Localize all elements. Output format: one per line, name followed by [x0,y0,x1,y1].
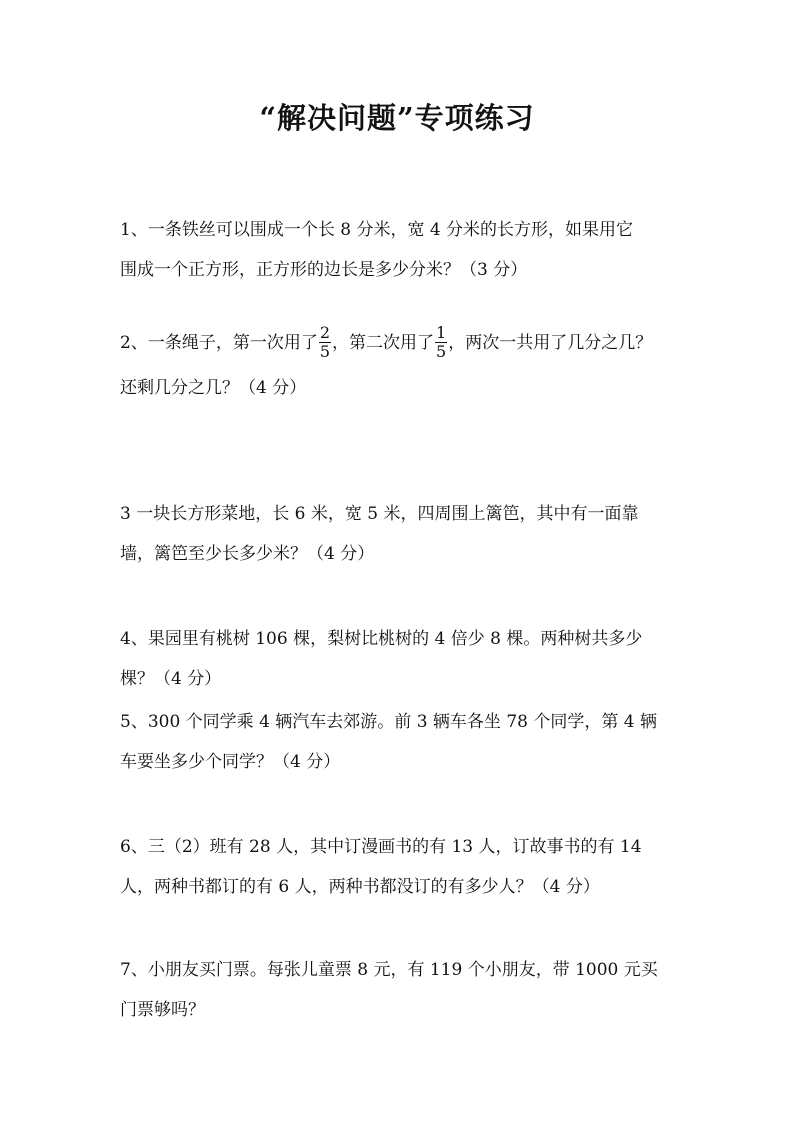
question-2-text-a: 2、一条绳子，第一次用了 [120,333,318,353]
question-1-line-1: 1、一条铁丝可以围成一个长 8 分米，宽 4 分米的长方形，如果用它 [120,220,634,240]
question-6-line-2: 人，两种书都订的有 6 人，两种书都没订的有多少人？（4 分） [120,877,600,897]
question-1-line-2: 围成一个正方形，正方形的边长是多少分米？（3 分） [120,260,528,280]
question-2-text-b: ，第二次用了 [332,333,435,353]
question-4-line-1: 4、果园里有桃树 106 棵，梨树比桃树的 4 倍少 8 棵。两种树共多少 [120,629,643,649]
question-6-line-1: 6、三（2）班有 28 人，其中订漫画书的有 13 人，订故事书的有 14 [120,837,642,857]
question-7-line-1: 7、小朋友买门票。每张儿童票 8 元，有 119 个小朋友，带 1000 元买 [120,960,658,980]
fraction-denominator: 5 [319,342,331,361]
question-3-line-2: 墙，篱笆至少长多少米？（4 分） [120,544,375,564]
question-7-line-2: 门票够吗？ [120,1000,205,1020]
question-2-line-1 [120,325,652,362]
fraction-numerator: 2 [319,323,331,342]
question-4-line-2: 棵？（4 分） [120,669,222,689]
question-5-line-2: 车要坐多少个同学？（4 分） [120,752,341,772]
fraction-numerator: 1 [436,323,447,342]
question-3-line-1: 3 一块长方形菜地，长 6 米，宽 5 米，四周围上篱笆，其中有一面靠 [120,504,639,524]
page-title: “解决问题”专项练习 [259,101,535,135]
fraction-one-fifth [435,324,447,361]
question-2-line-2: 还剩几分之几？（4 分） [120,378,307,398]
question-5-line-1: 5、300 个同学乘 4 辆汽车去郊游。前 3 辆车各坐 78 个同学，第 4 辆 [120,712,657,732]
question-2-text-c: ，两次一共用了几分之几？ [448,333,653,353]
fraction-two-fifths [319,324,331,361]
fraction-denominator: 5 [436,342,447,361]
